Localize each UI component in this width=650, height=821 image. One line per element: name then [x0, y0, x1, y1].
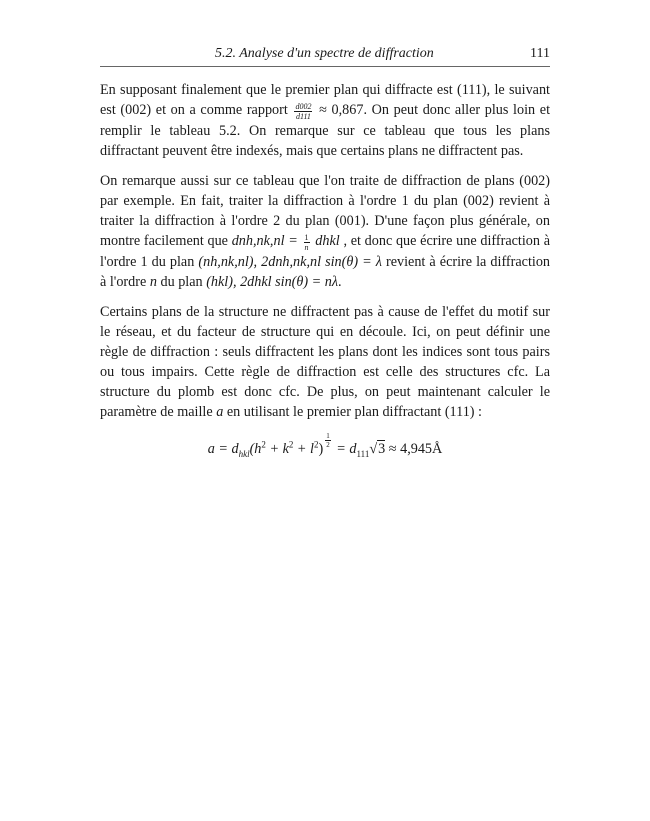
equation-h: (h	[249, 441, 262, 457]
paragraph-2-text-a: On remarque aussi sur ce tableau que l'on traite de diffraction de plans (002) par exemple. En fait, traiter la diffraction à l'ordre 1 du plan (002) revient à traiter la diffraction à l'ordre 2 du plan (001). D'une façon plus générale, on montre facilement que	[100, 173, 550, 249]
ratio-denominator: d111	[296, 112, 311, 121]
lattice-parameter-symbol: a	[216, 404, 224, 420]
equation-d-sub: hkl	[238, 448, 250, 459]
ratio-fraction	[294, 102, 312, 121]
paragraph-3	[100, 302, 550, 422]
page-body	[100, 80, 550, 464]
equation-d: d	[231, 441, 239, 457]
paragraph-1-text-a: En supposant finalement que le premier plan qui diffracte est (111), le suivant est (002) et on a comme rapport	[100, 82, 550, 118]
equation-l-exp: 2	[313, 439, 319, 450]
paragraph-2-period: .	[338, 274, 342, 290]
one-over-n-numerator: 1	[304, 233, 309, 242]
equation-paren-close: )	[318, 441, 324, 457]
sqrt-symbol: √	[369, 441, 378, 457]
equation-d111-sub: 111	[356, 448, 370, 459]
paragraph-1	[100, 80, 550, 161]
paragraph-2-text-e: du plan	[160, 274, 207, 290]
paragraph-3-text-b: en utilisant le premier plan diffractant (111) :	[226, 404, 482, 420]
one-over-n-fraction	[304, 233, 310, 252]
equation-k: + k	[265, 441, 289, 457]
equation-k-exp: 2	[288, 439, 294, 450]
equation-result: ≈ 4,945Å	[385, 441, 443, 457]
paragraph-2-text-b: , et donc que écrire une diffraction à l'ordre 1 du plan	[100, 233, 551, 270]
bragg-order-n-formula: (hkl), 2dhkl sin(θ) = nλ	[206, 274, 339, 290]
paragraph-1-text-b: ≈ 0,867. On peut donc aller plus loin et remplir le tableau 5.2. On remarque sur ce tableau que tous les plans diffractant peuvent être indexés, mais que certains plans ne diffractent pas.	[100, 102, 551, 159]
lattice-parameter-equation	[100, 432, 550, 464]
order-n: n	[149, 274, 157, 290]
sqrt-value: 3	[378, 441, 386, 457]
half-exponent	[325, 432, 331, 449]
equation-l: + l	[293, 441, 314, 457]
half-exponent-den: 2	[326, 441, 330, 449]
paragraph-2-text-d: revient à écrire la diffraction à l'ordre	[100, 254, 551, 290]
page-header	[100, 46, 550, 67]
equation-h-exp: 2	[261, 439, 266, 450]
page-number: 111	[530, 46, 550, 61]
spacing-relation-rhs: dhkl	[315, 233, 340, 249]
paragraph-3-text-a: Certains plans de la structure ne diffractent pas à cause de l'effet du motif sur le réseau, et du facteur de structure qui en découle. Ici, on peut définir une règle de diffraction : seuls diffractent les plans dont les indices sont tous pairs ou tous impairs. Cette règle de diffraction est celle des structures cfc. La structure du plomb est donc cfc. De plus, on peut maintenant calculer le paramètre de maille	[100, 304, 550, 420]
ratio-numerator: d002	[295, 102, 312, 111]
bragg-order-1-formula: (nh,nk,nl), 2dnh,nk,nl sin(θ) = λ	[198, 254, 382, 270]
equation-lhs: a =	[207, 441, 232, 457]
running-title: 5.2. Analyse d'un spectre de diffraction	[215, 46, 434, 61]
one-over-n-denominator: n	[304, 243, 309, 252]
equation-d111: = d	[332, 441, 357, 457]
paragraph-2	[100, 171, 550, 292]
half-exponent-num: 1	[326, 432, 330, 440]
spacing-relation-lhs: dnh,nk,nl =	[231, 233, 302, 249]
